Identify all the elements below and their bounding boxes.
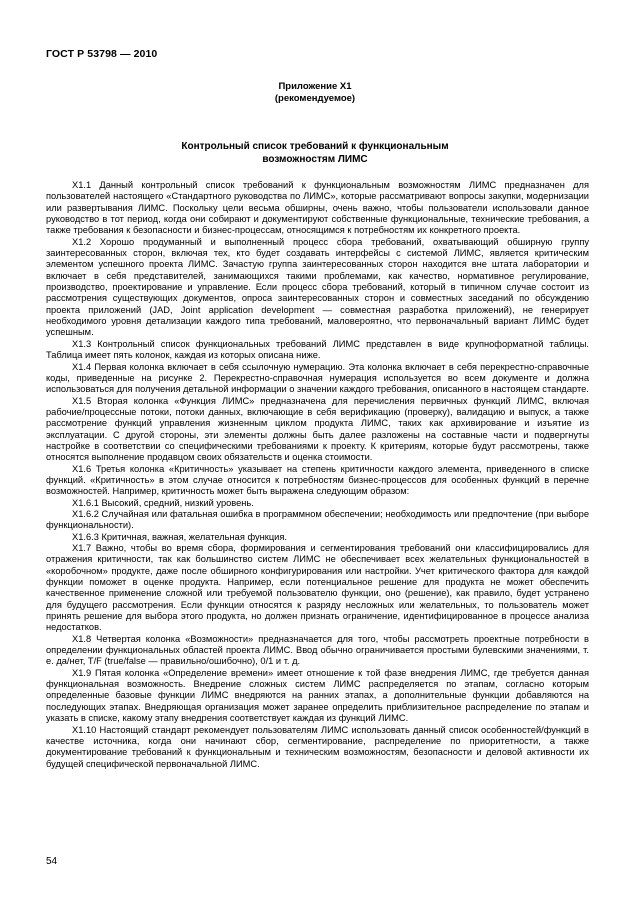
- paragraph-x1-3: Х1.3 Контрольный список функциональных требований ЛИМС представлен в виде крупноформатной таблицы. Таблица имеет пять колонок, каждая из которых описана ниже.: [46, 338, 589, 361]
- section-title-line-2: возможностям ЛИМС: [262, 154, 368, 165]
- paragraph-x1-7: Х1.7 Важно, чтобы во время сбора, формирования и сегментирования требований они классифицировались для отражения критичности, так как большинство систем ЛИМС не обеспечивает всех желательных функциональностей в «коробочном» продукте, даже после обширного конфигурирования или настройки. Учет критического фактора для каждой функции поможет в оценке продукта. Например, если потенциальное решение для продукта не может обеспечить качественное применение сложной или требуемой пользователю функции, оно (решение), как правило, будет устранено для будущего рассмотрения. Если функции относятся к разряду несложных или желательных, то пользователь может принять решение для выбора этого продукта, но должен признать ограничение, идентифицированное в процессе анализа недостатков.: [46, 543, 589, 633]
- section-title-line-1: Контрольный список требований к функциональным: [181, 141, 449, 152]
- appendix-status: (рекомендуемое): [274, 93, 356, 104]
- paragraph-x1-6: Х1.6 Третья колонка «Критичность» указывает на степень критичности каждого элемента, приведенного в списке функций. «Критичность» в этом случае относится к потребностям бизнес-процессов для особенных функций в перечне возможностей. Например, критичность может быть выражена следующим образом:: [46, 463, 589, 497]
- paragraph-x1-6-2: Х1.6.2 Случайная или фатальная ошибка в программном обеспечении; необходимость или предпочтение (при выборе функциональности).: [46, 508, 589, 531]
- paragraph-x1-10: Х1.10 Настоящий стандарт рекомендует пользователям ЛИМС использовать данный список особенностей/функций в качестве источника, когда они начинают сбор, сегментирование, распределение по приоритетности, а также документирование требований к функциональным и техническим возможностям, безопасности и деловой активности их будущей специфической первоначальной ЛИМС.: [46, 724, 589, 769]
- body-text: [46, 180, 589, 770]
- paragraph-x1-5: Х1.5 Вторая колонка «Функция ЛИМС» предназначена для перечисления первичных функций ЛИМС, включая рабочие/процессные потоки, потоки данных, включающие в себя верификацию (проверку), валидацию и выпуск, а также рассмотрение функций управления жизненным циклом продукта ЛИМС, таких как архивирование и изъятие из эксплуатации. С другой стороны, эти элементы должны быть далее разложены на составные части и подвергнуты настройке в соответствии со специфическими требованиями к проекту. К критериям, которые будут рассмотрены, также относятся выполнение продавцом своих обязательств и оценка стоимости.: [46, 395, 589, 463]
- paragraph-x1-2: Х1.2 Хорошо продуманный и выполненный процесс сбора требований, охватывающий обширную группу заинтересованных сторон, включая тех, кто будет создавать интерфейсы с системой ЛИМС, является критическим элементом успешного проекта ЛИМС. Зачастую группа заинтересованных сторон находится вне штата лаборатории и включает в себя представителей, занимающихся такими проблемами, как качество, нормативное регулирование, производство, проектирование и управление. Если процесс сбора требований, который в типичном случае состоит из рассмотрения существующих документов, опроса заинтересованных сторон и совместных заседаний по обсуждению проекта приложений (JAD, Joint application development — совместная разработка приложений), не генерирует необходимого уровня детализации каждого типа требований, маловероятно, что первоначальный вариант ЛИМС будет успешным.: [46, 236, 589, 338]
- paragraph-x1-9: Х1.9 Пятая колонка «Определение времени» имеет отношение к той фазе внедрения ЛИМС, где требуется данная функциональная возможность. Внедрение сложных систем ЛИМС распределяется по этапам, согласно которым определенные базовые функции ЛИМС внедряются на ранних этапах, а дополнительные функции добавляются на последующих этапах. Внедряющая организация может заранее определить приблизительное распределение по этапам и указать в списке, какому этапу внедрения соответствует каждая из функций ЛИМС.: [46, 667, 589, 724]
- section-title: [0, 140, 630, 166]
- page-number: 54: [46, 856, 58, 867]
- paragraph-x1-4: Х1.4 Первая колонка включает в себя ссылочную нумерацию. Эта колонка включает в себя перекрестно-справочные коды, приведенные на рисунке 2. Перекрестно-справочная нумерация используется во всем документе и должна использоваться для получения детальной информации о значении каждого требования, описанного в настоящем стандарте.: [46, 361, 589, 395]
- paragraph-x1-6-1: Х1.6.1 Высокий, средний, низкий уровень.: [72, 497, 254, 508]
- paragraph-x1-1: Х1.1 Данный контрольный список требований к функциональным возможностям ЛИМС предназначен для пользователей настоящего «Стандартного руководства по ЛИМС», которые рассматривают вопросы закупки, модернизации или развертывания ЛИМС. Поскольку цели весьма обширны, очень важно, чтобы пользователи использовали данное руководство в тот период, когда они собирают и документируют собственные функциональные, технические требования, а также требования к безопасности и бизнес-процессам, относящимся к потребностям их конкретного проекта.: [46, 180, 589, 236]
- appendix-heading: [0, 81, 630, 105]
- appendix-label: Приложение Х1: [278, 81, 352, 92]
- paragraph-x1-6-3: Х1.6.3 Критичная, важная, желательная функция.: [72, 531, 287, 542]
- paragraph-x1-8: Х1.8 Четвертая колонка «Возможности» предназначается для того, чтобы рассмотреть проектные потребности в определении функциональных областей проекта ЛИМС. Ввод обычно ограничивается простыми булевскими значениями, т. е. да/нет, T/F (true/false — правильно/ошибочно), 0/1 и т. д.: [46, 633, 589, 667]
- standard-code-header: ГОСТ Р 53798 — 2010: [46, 48, 158, 60]
